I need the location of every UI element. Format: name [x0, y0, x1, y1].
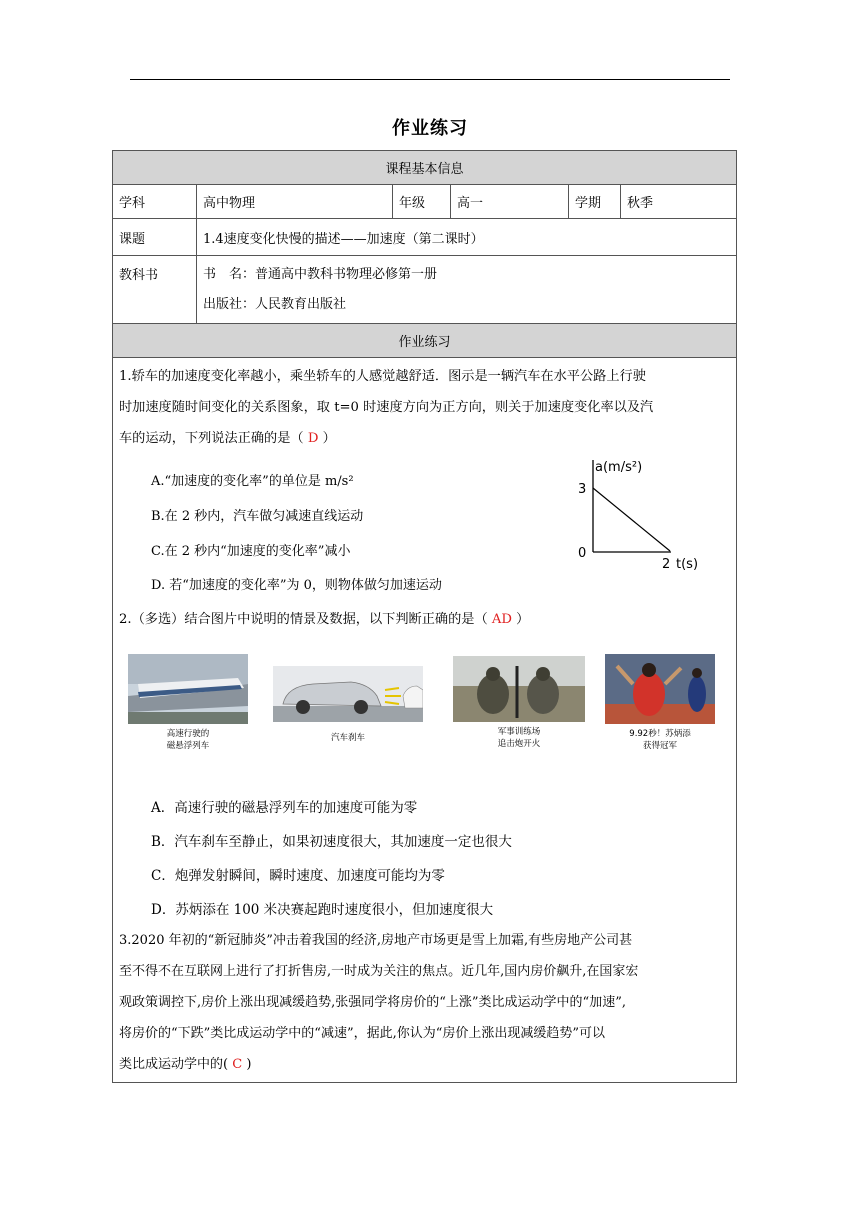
q2-option-c: C．炮弹发射瞬间，瞬时速度、加速度可能均为零 — [151, 868, 445, 884]
grade-value: 高一 — [451, 185, 569, 219]
topic-label: 课题 — [113, 219, 197, 256]
q3-line5: 类比成运动学中的( C ) — [119, 1057, 252, 1072]
q1-option-d: D. 若“加速度的变化率”为 0，则物体做匀加速运动 — [151, 578, 442, 593]
car-braking-caption: 汽车刹车 — [330, 733, 365, 743]
q2-option-d: D．苏炳添在 100 米决赛起跑时速度很小，但加速度很大 — [151, 902, 494, 918]
mortar-caption: 军事训练场 追击炮开火 — [497, 727, 541, 749]
question-3 — [119, 925, 731, 1080]
exercise-header: 作业练习 — [113, 324, 737, 358]
subject-value: 高中物理 — [197, 185, 393, 219]
q3-answer: C — [232, 1057, 243, 1072]
acceleration-time-graph — [563, 454, 723, 574]
term-label: 学期 — [569, 185, 621, 219]
sprinter-caption: 9.92秒！苏炳添 获得冠军 — [629, 729, 691, 751]
q1-answer: D — [307, 431, 319, 446]
origin-label: 0 — [578, 546, 587, 561]
x-axis-label: t(s) — [676, 557, 699, 572]
book-name-line: 书 名：普通高中教科书物理必修第一册 — [203, 266, 438, 282]
y-tick-3: 3 — [578, 482, 587, 497]
q1-line2: 时加速度随时间变化的关系图象，取 t=0 时速度方向为正方向，则关于加速度变化率以及汽 — [119, 400, 654, 415]
q3-line1: 3.2020 年初的“新冠肺炎”冲击着我国的经济,房地产市场更是雪上加霜,有些房地产公司甚 — [119, 933, 633, 948]
publisher-line: 出版社：人民教育出版社 — [203, 296, 347, 312]
q1-line1: 1.轿车的加速度变化率越小，乘坐轿车的人感觉越舒适．图示是一辆汽车在水平公路上行驶 — [119, 369, 646, 384]
car-braking-photo — [273, 666, 423, 722]
y-axis-label: a(m/s²) — [595, 460, 643, 475]
textbook-label: 教科书 — [113, 256, 197, 324]
q1-option-a: A.“加速度的变化率”的单位是 m/s² — [151, 474, 354, 489]
page-title: 作业练习 — [392, 118, 468, 139]
q3-line2: 至不得不在互联网上进行了打折售房,一时成为关注的焦点。近几年,国内房价飙升,在国家宏 — [119, 964, 639, 979]
x-tick-2: 2 — [662, 557, 671, 572]
textbook-value — [197, 256, 737, 324]
q2-option-b: B．汽车刹车至静止，如果初速度很大，其加速度一定也很大 — [151, 834, 512, 850]
grade-label: 年级 — [393, 185, 451, 219]
exercise-content — [113, 358, 737, 1083]
q1-line3: 车的运动，下列说法正确的是（ D ） — [119, 431, 336, 446]
header-rule — [130, 79, 730, 80]
q1-option-b: B.在 2 秒内，汽车做匀减速直线运动 — [151, 509, 364, 524]
q2-answer: AD — [491, 612, 512, 627]
q3-line3: 观政策调控下,房价上涨出现减缓趋势,张强同学将房价的“上涨”类比成运动学中的“加速”, — [119, 995, 626, 1010]
homework-table — [112, 150, 737, 1083]
course-info-header: 课程基本信息 — [113, 151, 737, 185]
question-1 — [119, 361, 731, 454]
sprinter-photo — [605, 654, 715, 724]
q2-option-a: A．高速行驶的磁悬浮列车的加速度可能为零 — [151, 800, 418, 816]
maglev-train-photo — [128, 654, 248, 724]
maglev-caption: 高速行驶的 磁悬浮列车 — [166, 729, 210, 751]
question-2: 2.（多选）结合图片中说明的情景及数据，以下判断正确的是（ AD ） — [119, 612, 530, 627]
topic-value: 1.4速度变化快慢的描述——加速度（第二课时） — [197, 219, 737, 256]
subject-label: 学科 — [113, 185, 197, 219]
q1-option-c: C.在 2 秒内“加速度的变化率”减小 — [151, 544, 351, 559]
q3-line4: 将房价的“下跌”类比成运动学中的“减速”，据此,你认为“房价上涨出现减缓趋势”可以 — [119, 1026, 606, 1041]
mortar-fire-photo — [453, 656, 585, 722]
graph-line — [593, 488, 670, 551]
term-value: 秋季 — [621, 185, 737, 219]
